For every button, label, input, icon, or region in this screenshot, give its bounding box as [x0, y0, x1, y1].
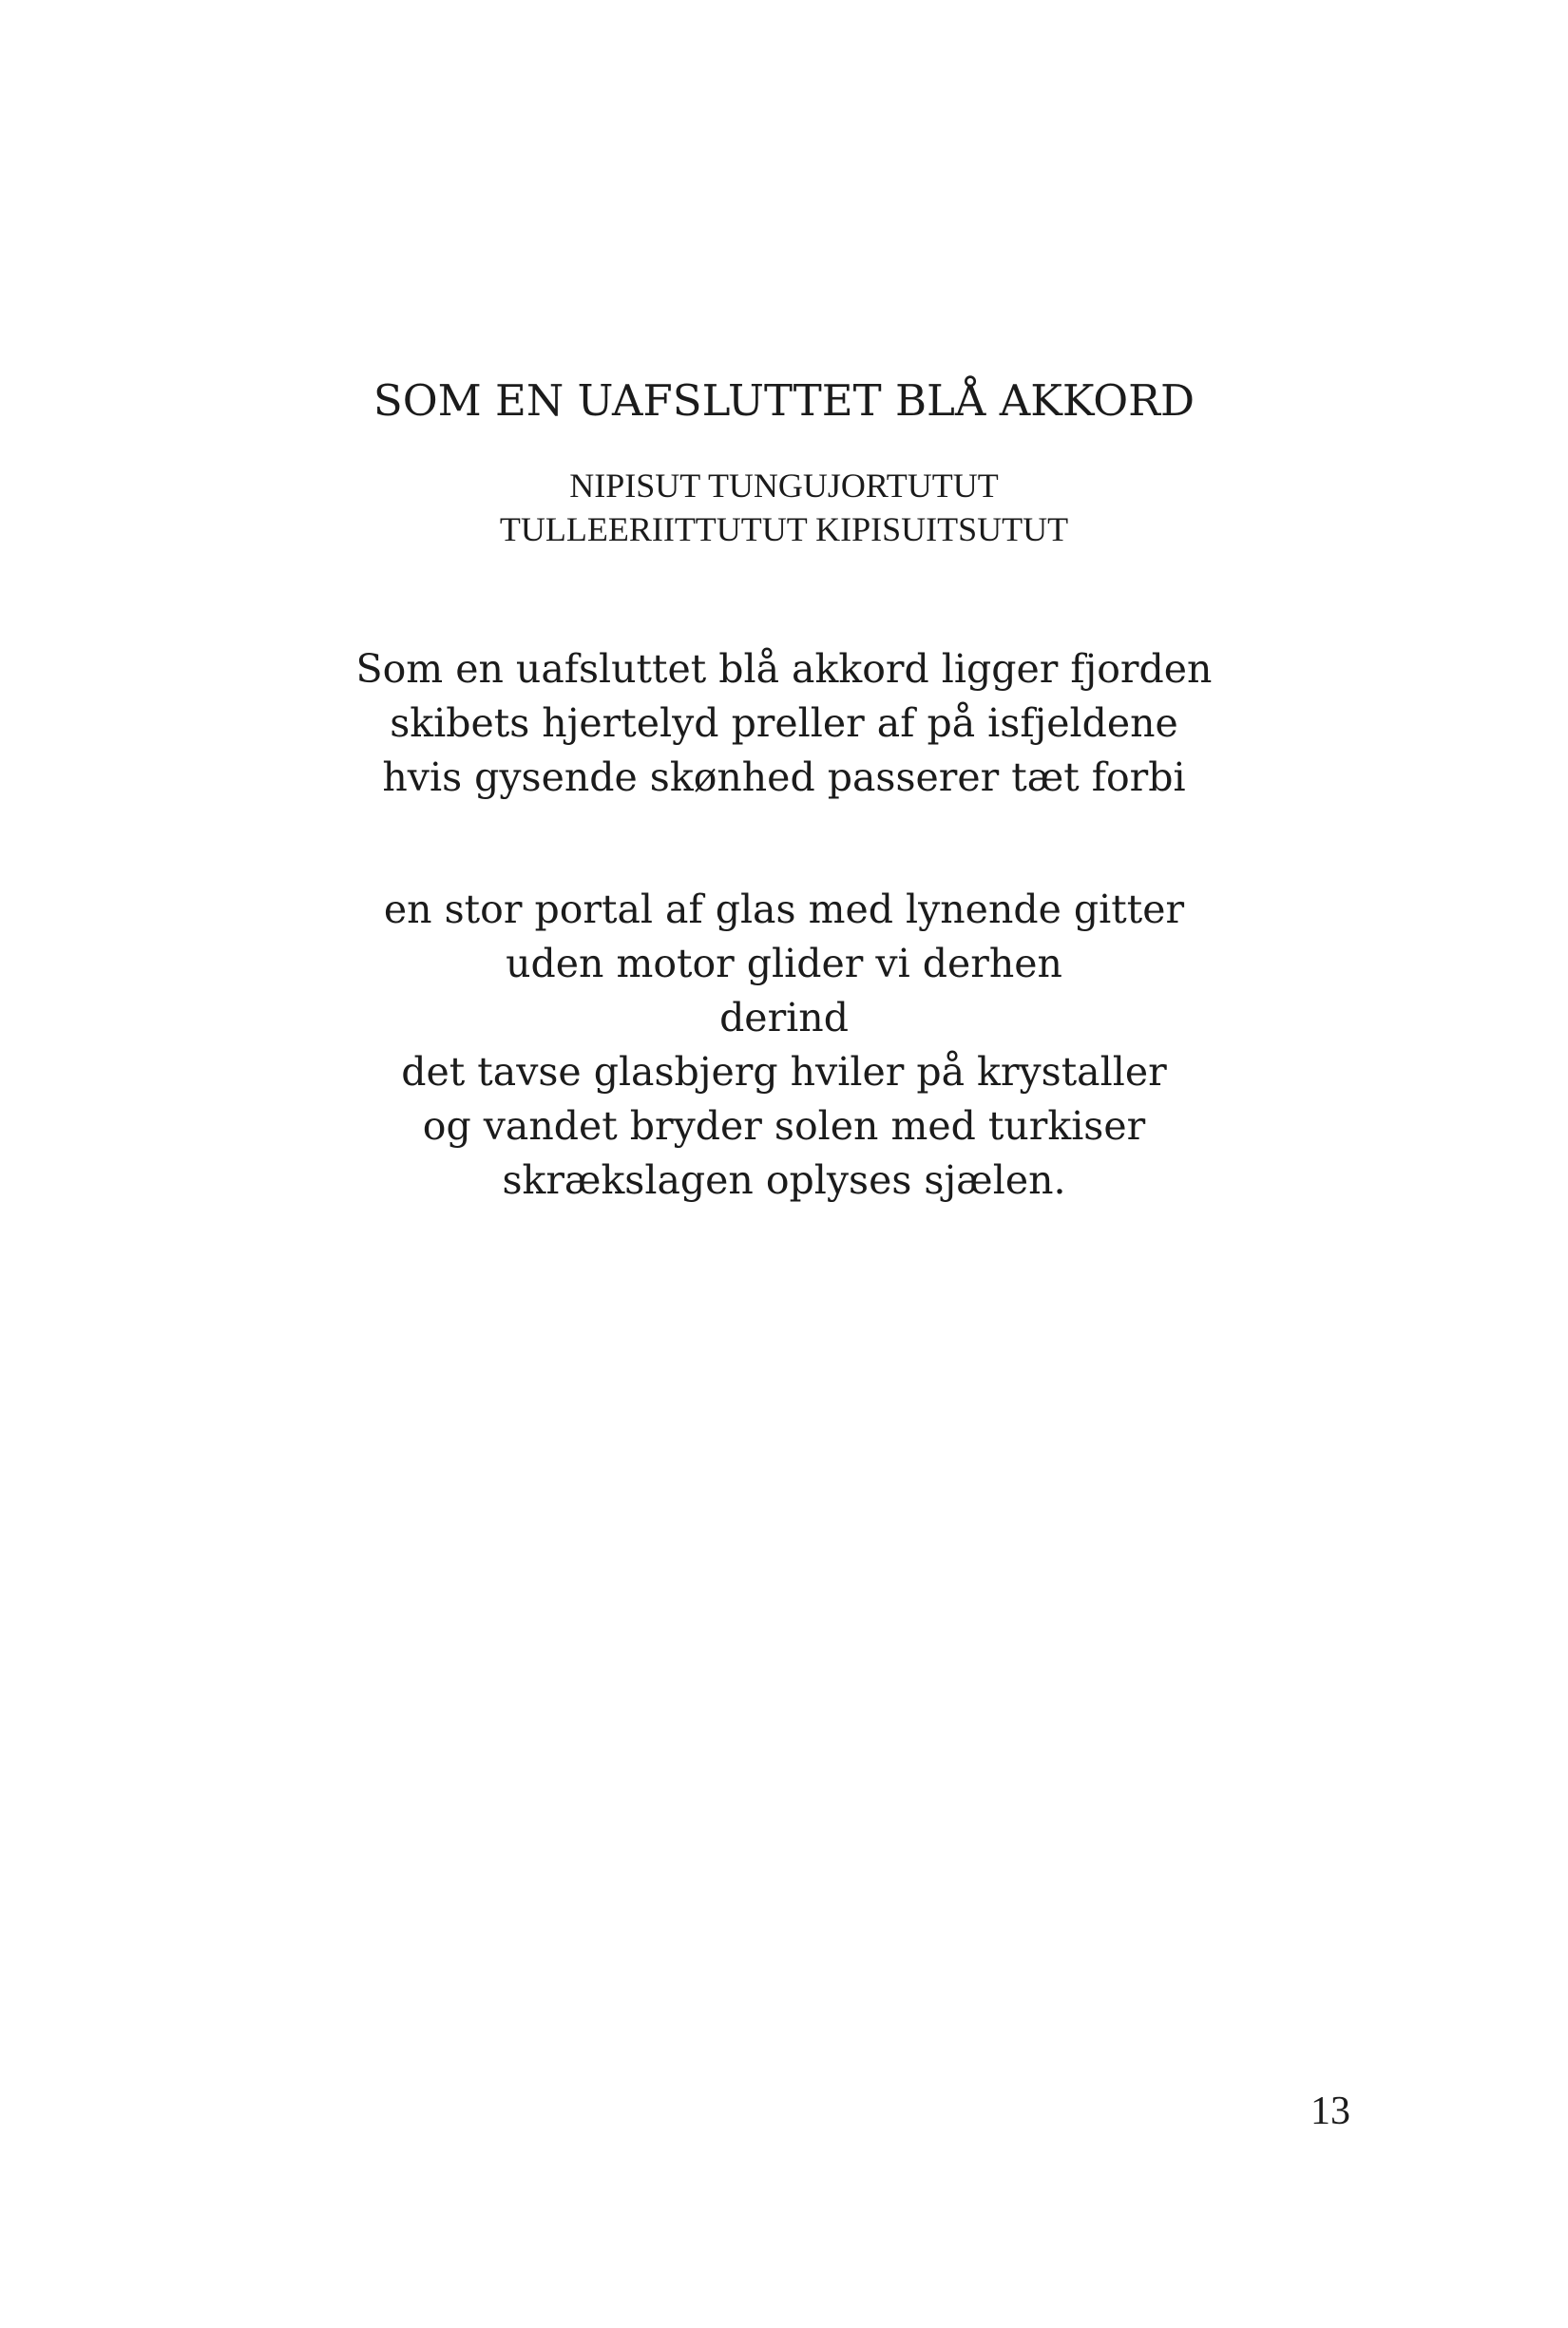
verse-line: Som en uafsluttet blå akkord ligger fjorden [355, 646, 1213, 692]
stanza-1 [0, 642, 1568, 805]
verse-line: uden motor glider vi derhen [506, 941, 1062, 986]
poem-subtitle [0, 464, 1568, 551]
verse-line: derind [719, 995, 849, 1040]
subtitle-line: TULLEERIITTUTUT KIPISUITSUTUT [499, 510, 1069, 548]
verse-line: det tavse glasbjerg hviler på krystaller [401, 1049, 1167, 1095]
poem-title: SOM EN UAFSLUTTET BLÅ AKKORD [373, 375, 1195, 426]
stanza-2 [0, 883, 1568, 1208]
verse-line: en stor portal af glas med lynende gitter [383, 887, 1185, 932]
verse-line: og vandet bryder solen med turkiser [422, 1103, 1146, 1149]
subtitle-line: NIPISUT TUNGUJORTUTUT [569, 467, 999, 505]
verse-line: skrækslagen oplyses sjælen. [502, 1157, 1066, 1203]
verse-line: hvis gysende skønhed passerer tæt forbi [382, 754, 1186, 800]
verse-line: skibets hjertelyd preller af på isfjeldene [390, 700, 1178, 746]
page-number: 13 [1310, 2089, 1350, 2133]
